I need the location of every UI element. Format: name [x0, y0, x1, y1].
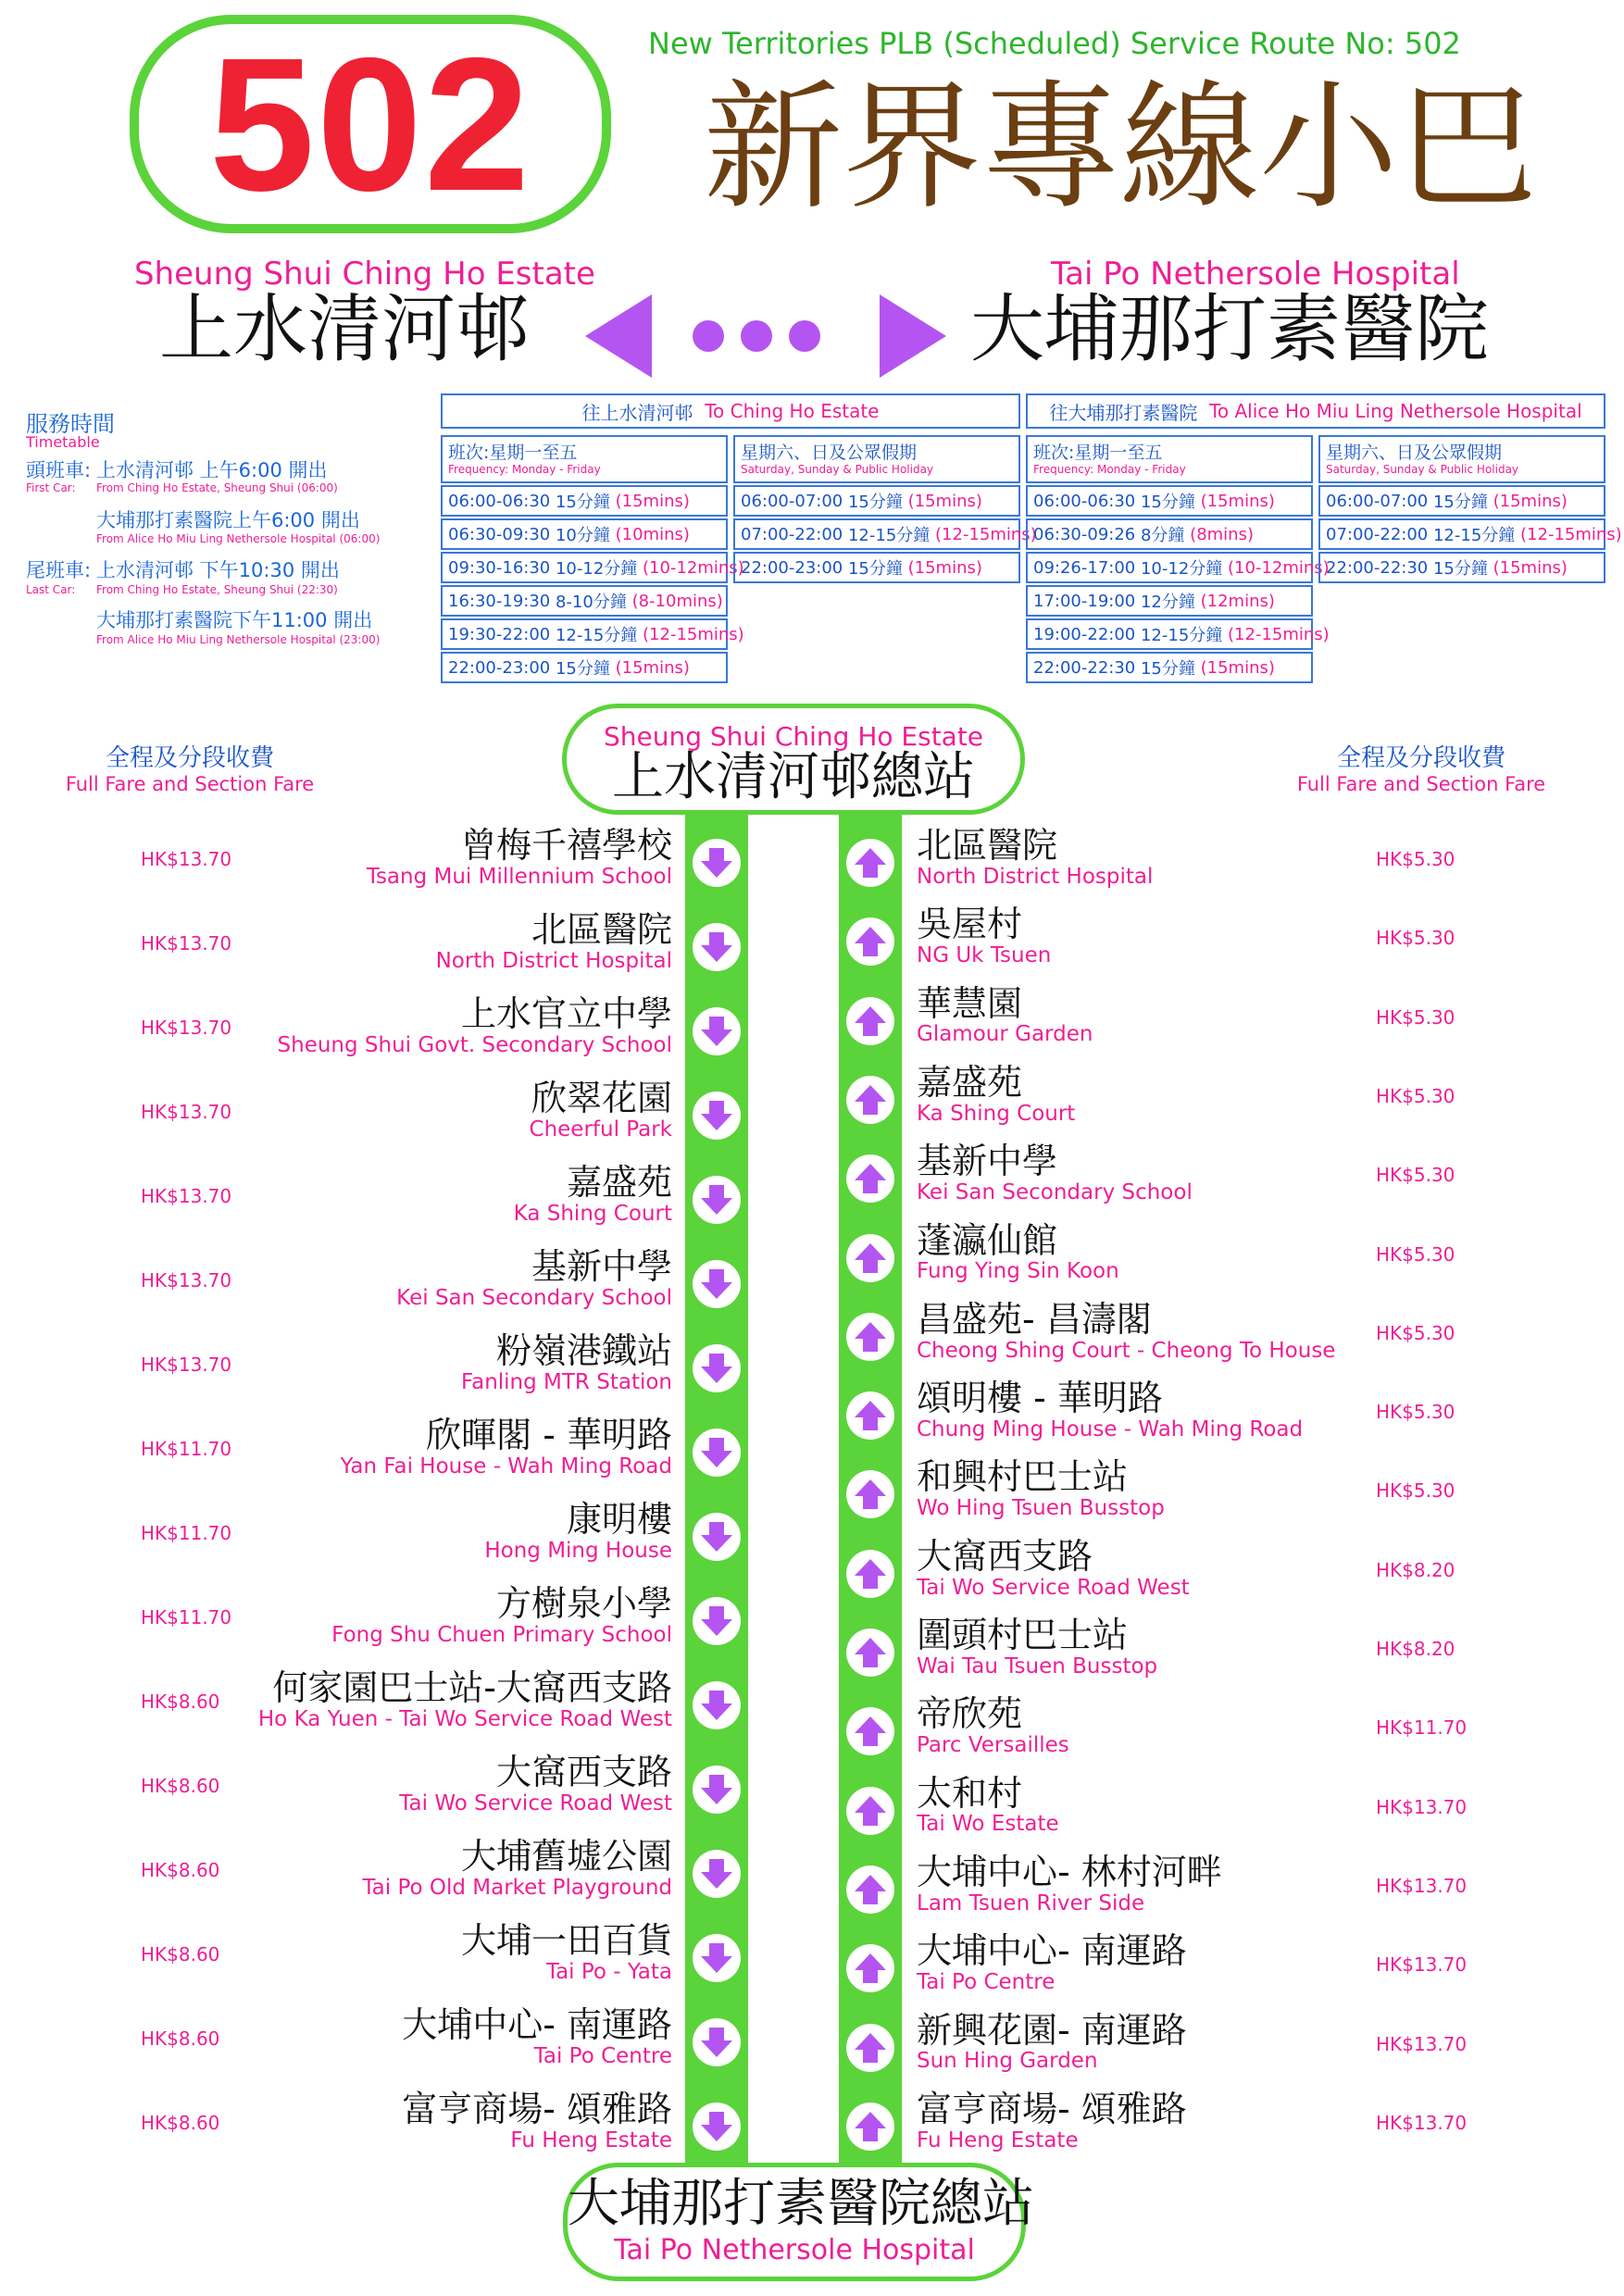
- stop-fare: HK$5.30: [1376, 927, 1455, 950]
- last-car-1: 上水清河邨 下午10:30 開出: [96, 559, 340, 581]
- stop-item: [917, 1143, 1435, 1204]
- timetable-row: [1026, 552, 1330, 583]
- stop-fare: HK$11.70: [141, 1522, 232, 1544]
- frequency-zh: 15分鐘: [847, 493, 903, 512]
- frequency-en: (12-15mins): [1228, 624, 1330, 644]
- stop-name-en: North District Hospital: [917, 864, 1154, 889]
- timetable-row: [1026, 618, 1330, 650]
- left-terminus-en: Sheung Shui Ching Ho Estate: [134, 256, 595, 293]
- frequency-zh: 15分鐘: [1432, 493, 1488, 512]
- stop-name-en: Tai Wo Estate: [917, 1812, 1059, 1837]
- stop-item: [917, 1617, 1435, 1678]
- stop-item: [917, 825, 1435, 889]
- stop-item: [172, 2004, 672, 2068]
- timetable-row: [441, 485, 728, 517]
- stop-name-zh: 新興花園- 南運路: [917, 2009, 1187, 2051]
- stop-item: [917, 1219, 1435, 1284]
- stop-name-en: Chung Ming House - Wah Ming Road: [917, 1416, 1304, 1441]
- stop-name-zh: 富亨商場- 頌雅路: [402, 2089, 672, 2129]
- time-range: 17:00-19:00: [1033, 591, 1136, 611]
- stop-name-zh: 吳屋村: [917, 904, 1023, 945]
- stop-item: [172, 1499, 672, 1563]
- stop-fare: HK$13.70: [1376, 1953, 1468, 1977]
- top-terminus: [562, 704, 1025, 815]
- frequency-en: (15mins): [1200, 657, 1275, 678]
- route-description: New Territories PLB (Scheduled) Service Route No: 502: [648, 26, 1461, 61]
- frequency-en: (12mins): [1200, 591, 1275, 611]
- arrow-down-icon: [693, 1260, 741, 1308]
- first-car-1-en: From Ching Ho Estate, Sheung Shui (06:00): [96, 481, 338, 494]
- frequency-zh: 15分鐘: [1140, 659, 1195, 679]
- last-car-label: 尾班車:: [26, 559, 92, 581]
- stop-fare: HK$11.70: [141, 1606, 232, 1628]
- stop-name-zh: 北區醫院: [531, 909, 672, 950]
- arrow-up-icon: [846, 1707, 894, 1755]
- stop-name-zh: 何家園巴士站-大窩西支路: [272, 1667, 672, 1708]
- stop-name-zh: 和興村巴士站: [917, 1456, 1129, 1498]
- arrow-down-icon: [693, 1344, 741, 1392]
- right-terminus-zh: 大埔那打素醫院: [970, 286, 1489, 372]
- first-car-2-en: From Alice Ho Miu Ling Nethersole Hospital (06:00): [96, 532, 381, 545]
- stop-fare: HK$5.30: [1376, 1321, 1455, 1344]
- first-car-label-en: First Car:: [26, 481, 76, 494]
- stop-fare: HK$8.20: [1376, 1558, 1455, 1581]
- arrow-up-icon: [846, 1313, 894, 1361]
- stop-name-zh: 大埔舊墟公園: [460, 1836, 672, 1877]
- dot-icon: [693, 320, 724, 352]
- stop-name-en: Kei San Secondary School: [396, 1285, 672, 1310]
- fare-header-en: Full Fare and Section Fare: [1296, 773, 1546, 795]
- arrow-up-icon: [846, 839, 894, 887]
- frequency-en: (10mins): [615, 524, 690, 544]
- stop-fare: HK$13.70: [141, 848, 232, 870]
- stop-name-zh: 方樹泉小學: [495, 1583, 672, 1624]
- timetable-row: [441, 552, 744, 583]
- frequency-zh: 15分鐘: [1432, 559, 1488, 579]
- first-car-1: 上水清河邨 上午6:00 開出: [96, 459, 328, 481]
- stop-name-zh: 頌明樓 - 華明路: [917, 1378, 1163, 1419]
- stop-item: [917, 2009, 1435, 2074]
- stop-name-zh: 欣暉閣 - 華明路: [426, 1415, 672, 1455]
- fare-header-zh: 全程及分段收費: [105, 744, 274, 772]
- arrow-up-icon: [846, 1628, 894, 1677]
- time-range: 16:30-19:30: [448, 591, 551, 611]
- column-header-zh: 星期六、日及公眾假期: [1326, 443, 1503, 464]
- stop-fare: HK$8.60: [141, 1859, 220, 1881]
- frequency-zh: 10分鐘: [555, 526, 610, 545]
- timetable-b-title-en: To Alice Ho Miu Ling Nethersole Hospital: [1209, 400, 1582, 422]
- stop-fare: HK$5.30: [1376, 1084, 1455, 1107]
- column-header-zh: 班次:星期一至五: [1033, 443, 1163, 464]
- frequency-en: (15mins): [907, 491, 982, 511]
- time-range: 06:30-09:30: [448, 524, 551, 544]
- stop-fare: HK$13.70: [141, 932, 232, 955]
- stop-fare: HK$13.70: [141, 1269, 232, 1292]
- stop-name-zh: 帝欣苑: [917, 1693, 1023, 1735]
- stop-name-zh: 基新中學: [917, 1141, 1058, 1182]
- timetable-column-header: [1318, 435, 1605, 483]
- time-range: 07:00-22:00: [741, 524, 843, 544]
- frequency-en: (15mins): [1493, 557, 1568, 578]
- fare-header-left: [56, 739, 324, 795]
- stop-fare: HK$13.70: [1376, 2111, 1468, 2134]
- arrow-up-icon: [846, 1944, 894, 1992]
- stop-item: [172, 993, 672, 1057]
- stop-fare: HK$13.70: [141, 1017, 232, 1039]
- arrow-down-icon: [693, 923, 741, 971]
- arrow-up-icon: [846, 1470, 894, 1518]
- stop-item: [172, 1162, 672, 1226]
- stop-item: [917, 906, 1435, 967]
- stop-name-zh: 華慧園: [917, 982, 1023, 1024]
- stop-item: [172, 1583, 672, 1647]
- arrow-down-icon: [693, 2103, 741, 2151]
- time-range: 22:00-22:30: [1033, 657, 1136, 678]
- frequency-en: (15mins): [1493, 491, 1568, 511]
- stop-name-en: North District Hospital: [435, 948, 672, 973]
- service-time-title: 服務時間: [26, 411, 115, 437]
- stop-fare: HK$5.30: [1376, 1164, 1455, 1187]
- stop-name-zh: 蓬瀛仙館: [917, 1219, 1058, 1261]
- timetable-row: [441, 518, 728, 550]
- stop-fare: HK$8.60: [141, 1775, 220, 1797]
- route-number-badge: [130, 15, 611, 233]
- service-time-title-en: Timetable: [26, 433, 100, 451]
- frequency-en: (15mins): [615, 491, 690, 511]
- time-range: 22:00-23:00: [448, 657, 551, 678]
- frequency-en: (10-12mins): [1228, 557, 1330, 578]
- top-terminus-zh: 上水清河邨總站: [612, 747, 975, 807]
- timetable-b-header: [1026, 393, 1605, 429]
- frequency-en: (15mins): [615, 657, 690, 678]
- time-range: 09:30-16:30: [448, 557, 551, 578]
- stop-item: [917, 982, 1435, 1047]
- arrow-up-icon: [846, 1391, 894, 1440]
- fare-header-en: Full Fare and Section Fare: [65, 773, 315, 795]
- arrow-up-icon: [846, 1234, 894, 1282]
- timetable-row: [1318, 552, 1605, 583]
- stop-item: [917, 1298, 1435, 1363]
- stop-fare: HK$5.30: [1376, 1401, 1455, 1424]
- arrow-up-icon: [846, 2103, 894, 2151]
- stop-item: [917, 1930, 1435, 1995]
- stop-name-en: Hong Ming House: [484, 1538, 672, 1563]
- timetable-a-weekday: [441, 435, 744, 685]
- stop-name-en: Fanling MTR Station: [460, 1369, 672, 1394]
- arrow-up-icon: [846, 1866, 894, 1914]
- stop-name-zh: 圍頭村巴士站: [917, 1615, 1129, 1655]
- timetable-a-title: 往上水清河邨: [581, 401, 693, 424]
- stop-fare: HK$8.60: [141, 1691, 220, 1713]
- time-range: 06:00-06:30: [448, 491, 551, 511]
- stop-name-zh: 大窩西支路: [917, 1535, 1093, 1577]
- stop-name-en: Yan Fai House - Wah Ming Road: [340, 1454, 672, 1479]
- stop-fare: HK$13.70: [1376, 1874, 1468, 1897]
- bottom-terminus-en: Tai Po Nethersole Hospital: [614, 2234, 975, 2266]
- fare-header-right: [1287, 739, 1555, 795]
- column-header-en: Frequency: Monday - Friday: [1033, 463, 1186, 477]
- fare-header-zh: 全程及分段收費: [1336, 744, 1505, 772]
- arrow-down-icon: [693, 839, 741, 887]
- stop-name-en: NG Uk Tsuen: [917, 943, 1052, 968]
- stop-name-zh: 康明樓: [566, 1499, 672, 1540]
- stop-name-en: Ho Ka Yuen - Tai Wo Service Road West: [257, 1706, 672, 1731]
- dot-icon: [741, 320, 772, 352]
- top-terminus-en: Sheung Shui Ching Ho Estate: [603, 721, 984, 752]
- stop-name-en: Fu Heng Estate: [510, 2128, 672, 2152]
- time-range: 06:00-06:30: [1033, 491, 1136, 511]
- stop-name-en: Cheong Shing Court - Cheong To House: [917, 1338, 1336, 1363]
- stop-name-zh: 基新中學: [531, 1246, 672, 1287]
- stop-item: [172, 2091, 672, 2152]
- frequency-zh: 15分鐘: [555, 659, 610, 679]
- stop-fare: HK$13.70: [141, 1185, 232, 1207]
- stop-name-en: Sheung Shui Govt. Secondary School: [277, 1032, 672, 1057]
- stop-fare: HK$8.60: [141, 2112, 220, 2134]
- stop-fare: HK$13.70: [1376, 1795, 1468, 1818]
- timetable-row: [1026, 518, 1313, 550]
- stop-name-zh: 北區醫院: [917, 825, 1058, 866]
- column-header-zh: 班次:星期一至五: [448, 443, 578, 464]
- timetable-a-title-en: To Ching Ho Estate: [705, 400, 880, 422]
- stop-name-en: Tai Po Centre: [917, 1970, 1056, 1995]
- stop-item: [917, 1693, 1435, 1758]
- arrow-down-icon: [693, 1934, 741, 1982]
- arrow-left-icon: [585, 294, 652, 378]
- frequency-zh: 15分鐘: [847, 559, 903, 579]
- stop-fare: HK$5.30: [1376, 1479, 1455, 1503]
- frequency-en: (15mins): [1200, 491, 1275, 511]
- stop-name-en: Fung Ying Sin Koon: [917, 1259, 1119, 1284]
- timetable-column-header: [1026, 435, 1313, 483]
- page-title: 新界專線小巴: [704, 68, 1538, 229]
- stop-fare: HK$13.70: [1376, 2032, 1468, 2055]
- stop-name-en: Kei San Secondary School: [917, 1180, 1193, 1205]
- stop-name-zh: 曾梅千禧學校: [460, 825, 672, 866]
- stop-fare: HK$5.30: [1376, 1005, 1455, 1029]
- arrow-down-icon: [693, 1092, 741, 1140]
- time-range: 19:00-22:00: [1033, 624, 1136, 644]
- frequency-zh: 15分鐘: [1140, 493, 1195, 512]
- last-car-2: 大埔那打素醫院下午11:00 開出: [96, 609, 373, 631]
- frequency-zh: 12-15分鐘: [555, 626, 638, 645]
- arrow-up-icon: [846, 917, 894, 966]
- stop-item: [172, 1836, 672, 1900]
- column-header-en: Saturday, Sunday & Public Holiday: [1326, 463, 1519, 477]
- frequency-en: (12-15mins): [935, 524, 1037, 544]
- timetable-row: [733, 485, 1020, 517]
- arrow-down-icon: [693, 2018, 741, 2066]
- frequency-zh: 8分鐘: [1140, 526, 1185, 545]
- time-range: 22:00-22:30: [1326, 557, 1429, 578]
- arrow-up-icon: [846, 1787, 894, 1835]
- last-car-2-en: From Alice Ho Miu Ling Nethersole Hospital (23:00): [96, 633, 381, 646]
- stop-name-zh: 昌盛苑- 昌濤閣: [917, 1298, 1152, 1340]
- stop-name-en: Tsang Mui Millennium School: [366, 864, 672, 889]
- stop-item: [172, 1754, 672, 1816]
- column-header-zh: 星期六、日及公眾假期: [741, 443, 918, 464]
- arrow-down-icon: [693, 1176, 741, 1224]
- timetable-row: [1318, 518, 1622, 550]
- frequency-zh: 12分鐘: [1140, 593, 1195, 612]
- time-range: 19:30-22:00: [448, 624, 551, 644]
- dot-icon: [789, 320, 820, 352]
- frequency-zh: 12-15分鐘: [847, 526, 931, 545]
- stop-name-en: Sun Hing Garden: [917, 2049, 1098, 2074]
- stop-fare: HK$5.30: [1376, 848, 1455, 870]
- stop-name-en: Tai Po Old Market Playground: [362, 1875, 672, 1900]
- frequency-zh: 12-15分鐘: [1140, 626, 1223, 645]
- stop-name-zh: 太和村: [917, 1772, 1023, 1814]
- stop-name-en: Glamour Garden: [917, 1022, 1093, 1047]
- arrow-down-icon: [693, 1597, 741, 1645]
- frequency-en: (15mins): [907, 557, 982, 578]
- stop-item: [172, 1667, 672, 1731]
- stop-item: [172, 825, 672, 889]
- timetable-row: [733, 552, 1020, 583]
- stop-name-en: Lam Tsuen River Side: [917, 1890, 1145, 1915]
- stop-item: [917, 1380, 1435, 1441]
- timetable-row: [441, 585, 728, 617]
- stop-name-en: Cheerful Park: [529, 1117, 672, 1142]
- stop-fare: HK$11.70: [141, 1438, 232, 1460]
- arrow-up-icon: [846, 1076, 894, 1124]
- timetable-row: [733, 518, 1037, 550]
- bottom-terminus: [563, 2163, 1034, 2281]
- stop-name-zh: 嘉盛苑: [566, 1162, 672, 1203]
- timetable-a-header: [441, 393, 1020, 429]
- frequency-en: (10-12mins): [643, 557, 744, 578]
- stop-name-en: Ka Shing Court: [917, 1101, 1076, 1126]
- stop-name-en: Tai Po Centre: [533, 2043, 672, 2068]
- timetable-column-header: [733, 435, 1020, 483]
- route-number: 502: [208, 18, 532, 231]
- timetable-column-header: [441, 435, 728, 483]
- right-terminus-en: Tai Po Nethersole Hospital: [1051, 256, 1460, 293]
- timetable-b-weekday: [1026, 435, 1330, 685]
- stop-name-en: Tai Wo Service Road West: [399, 1791, 672, 1816]
- first-car-label: 頭班車:: [26, 459, 92, 481]
- stop-name-zh: 欣翠花園: [531, 1078, 672, 1118]
- timetable-row: [1026, 485, 1313, 517]
- left-terminus-zh: 上水清河邨: [159, 286, 530, 372]
- arrow-up-icon: [846, 997, 894, 1045]
- timetable-b-holiday: [1318, 435, 1622, 585]
- stop-name-zh: 大埔中心- 南運路: [402, 2004, 672, 2045]
- arrow-down-icon: [693, 1429, 741, 1477]
- stop-item: [172, 1246, 672, 1310]
- time-range: 09:26-17:00: [1033, 557, 1136, 578]
- stop-item: [917, 1061, 1435, 1126]
- stop-fare: HK$5.30: [1376, 1242, 1455, 1266]
- timetable-b-title: 往大埔那打素醫院: [1049, 401, 1198, 424]
- stop-fare: HK$13.70: [141, 1101, 232, 1123]
- arrow-down-icon: [693, 1007, 741, 1055]
- timetable-row: [441, 618, 744, 650]
- frequency-en: (12-15mins): [1520, 524, 1622, 544]
- frequency-zh: 10-12分鐘: [555, 559, 638, 579]
- last-car-label-en: Last Car:: [26, 583, 76, 596]
- stop-item: [172, 909, 672, 973]
- time-range: 06:00-07:00: [741, 491, 843, 511]
- stop-fare: HK$8.20: [1376, 1638, 1455, 1660]
- stop-name-en: Tai Wo Service Road West: [917, 1575, 1190, 1600]
- column-header-en: Saturday, Sunday & Public Holiday: [741, 463, 934, 477]
- arrow-down-icon: [693, 1513, 741, 1561]
- stop-name-en: Parc Versailles: [917, 1733, 1069, 1758]
- stop-name-zh: 大埔一田百貨: [460, 1920, 672, 1961]
- stop-item: [917, 1851, 1435, 1915]
- timetable-row: [441, 652, 728, 683]
- stop-item: [917, 1456, 1435, 1521]
- stop-item: [172, 1080, 672, 1142]
- first-car-2: 大埔那打素醫院上午6:00 開出: [96, 509, 360, 531]
- frequency-zh: 10-12分鐘: [1140, 559, 1223, 579]
- stop-fare: HK$8.60: [141, 1943, 220, 1965]
- column-header-en: Frequency: Monday - Friday: [448, 463, 601, 477]
- stop-name-en: Tai Po - Yata: [545, 1959, 672, 1984]
- last-car-1-en: From Ching Ho Estate, Sheung Shui (22:30): [96, 583, 338, 596]
- time-range: 07:00-22:00: [1326, 524, 1429, 544]
- frequency-en: (8mins): [1190, 524, 1254, 544]
- timetable-row: [1026, 652, 1313, 683]
- stop-fare: HK$13.70: [141, 1354, 232, 1376]
- stop-name-zh: 粉嶺港鐵站: [495, 1330, 672, 1371]
- stop-name-zh: 大埔中心- 南運路: [917, 1930, 1187, 1972]
- stop-name-zh: 上水官立中學: [460, 993, 672, 1034]
- timetable-row: [1318, 485, 1605, 517]
- arrow-up-icon: [846, 1154, 894, 1203]
- frequency-zh: 8-10分鐘: [555, 593, 627, 612]
- arrow-down-icon: [693, 1681, 741, 1729]
- frequency-zh: 12-15分鐘: [1432, 526, 1516, 545]
- bottom-terminus-zh: 大埔那打素醫院總站: [568, 2174, 1034, 2234]
- stop-name-en: Wai Tau Tsuen Busstop: [917, 1653, 1158, 1678]
- stop-name-en: Fu Heng Estate: [917, 2128, 1079, 2152]
- stop-fare: HK$11.70: [1376, 1716, 1468, 1740]
- arrow-down-icon: [693, 1850, 741, 1898]
- frequency-en: (12-15mins): [643, 624, 744, 644]
- stop-item: [917, 1772, 1435, 1837]
- timetable-a-holiday: [733, 435, 1037, 585]
- stop-item: [172, 1920, 672, 1984]
- arrow-right-icon: [880, 294, 946, 378]
- stop-item: [172, 1330, 672, 1394]
- time-range: 06:30-09:26: [1033, 524, 1136, 544]
- arrow-up-icon: [846, 1550, 894, 1598]
- arrow-up-icon: [846, 2024, 894, 2072]
- stop-fare: HK$8.60: [141, 2028, 220, 2050]
- stop-item: [917, 2088, 1435, 2152]
- stop-name-zh: 大窩西支路: [495, 1752, 672, 1792]
- frequency-en: (8-10mins): [631, 591, 723, 611]
- stop-name-zh: 嘉盛苑: [917, 1061, 1023, 1103]
- frequency-zh: 15分鐘: [555, 493, 610, 512]
- arrow-down-icon: [693, 1766, 741, 1814]
- stop-name-en: Fong Shu Chuen Primary School: [331, 1622, 672, 1647]
- time-range: 22:00-23:00: [741, 557, 843, 578]
- stop-name-en: Ka Shing Court: [513, 1201, 672, 1226]
- timetable-row: [1026, 585, 1313, 617]
- stop-name-zh: 富亨商場- 頌雅路: [917, 2088, 1187, 2129]
- stop-item: [172, 1417, 672, 1479]
- stop-name-en: Wo Hing Tsuen Busstop: [917, 1496, 1165, 1521]
- stop-name-zh: 大埔中心- 林村河畔: [917, 1851, 1222, 1892]
- stop-item: [917, 1535, 1435, 1600]
- time-range: 06:00-07:00: [1326, 491, 1429, 511]
